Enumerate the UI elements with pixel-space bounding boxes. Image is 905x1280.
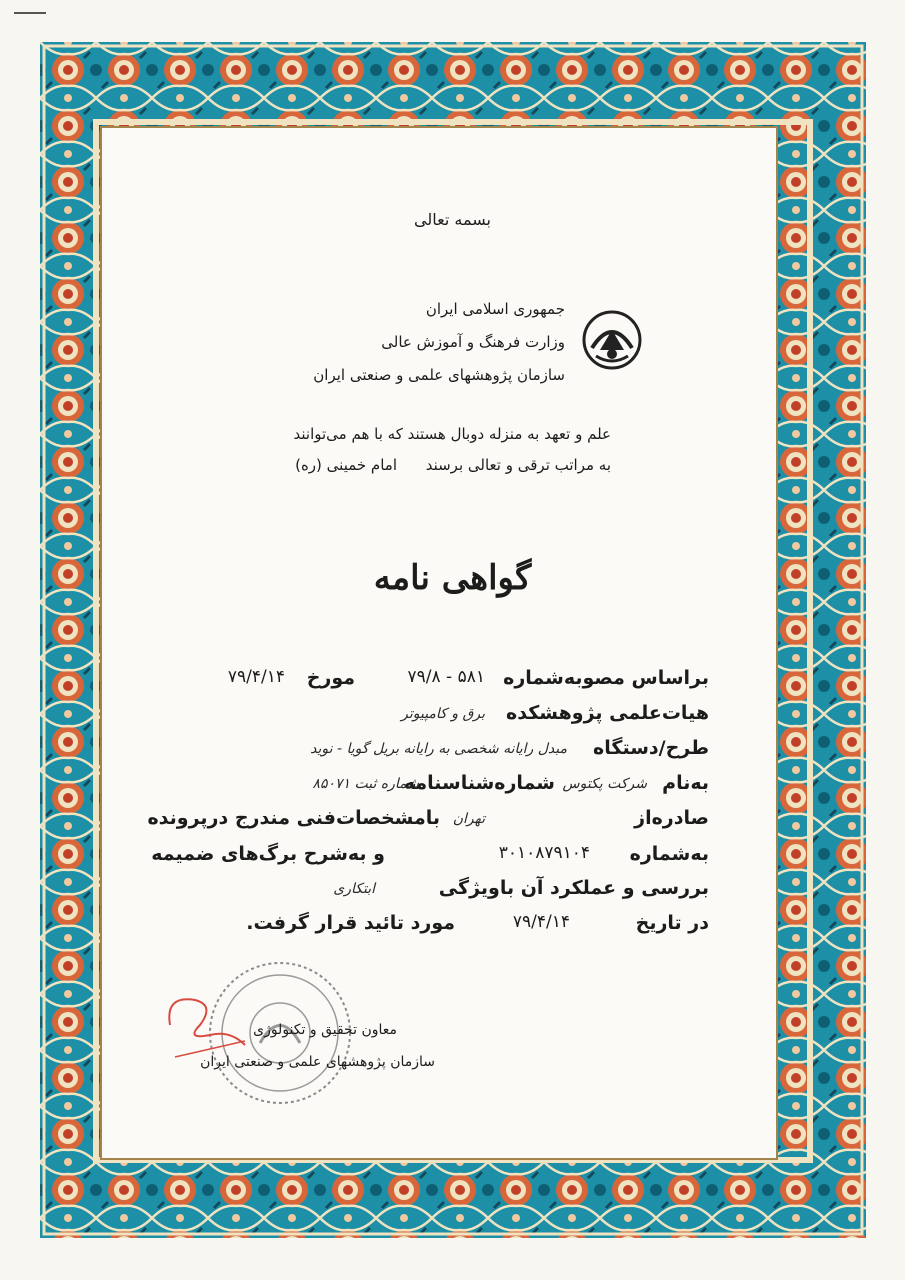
number-label: به‌شماره [629, 843, 709, 865]
quote-line-1: علم و تعهد به منزله دوبال هستند که با هم می‌توانند [293, 425, 611, 443]
dated-value: ۷۹/۴/۱۴ [227, 667, 285, 687]
approved-label: مورد تائید قرار گرفت. [246, 912, 455, 934]
org-line-3: سازمان پژوهشهای علمی و صنعتی ایران [313, 366, 565, 384]
scan-mark [14, 12, 46, 14]
device-label: طرح/دستگاه [593, 737, 709, 759]
attach-label: و به‌شرح برگ‌های ضمیمه [151, 843, 385, 865]
org-line-2: وزارت فرهنگ و آموزش عالی [381, 333, 565, 351]
signatory-org: سازمان پژوهشهای علمی و صنعتی ایران [200, 1054, 435, 1070]
review-label: بررسی و عملکرد آن باویژگی [438, 877, 709, 899]
board-label: هیات‌علمی پژوهشکده [506, 702, 709, 724]
issued-label: صادره‌از [634, 807, 709, 829]
name-label: به‌نام [662, 772, 709, 794]
signatory-title: معاون تحقیق و تکنولوژی [253, 1022, 397, 1038]
handwritten-signature [160, 985, 250, 1065]
date-value: ۷۹/۴/۱۴ [512, 912, 570, 932]
number-value: ۳۰۱۰۸۷۹۱۰۴ [498, 843, 590, 863]
resolution-number: ۵۸۱ - ۷۹/۸ [407, 667, 485, 687]
basmala: بسمه تعالی [414, 210, 491, 229]
device-value: مبدل رایانه شخصی به رایانه بریل گویا - نوید [310, 741, 567, 757]
irost-logo-icon [582, 310, 642, 370]
board-value: برق و کامپیوتر [401, 706, 485, 722]
issued-value: تهران [452, 811, 485, 827]
id-label: شماره‌شناسنامه [403, 772, 555, 794]
org-line-1: جمهوری اسلامی ایران [425, 300, 565, 318]
quote-line-2: به مراتب ترقی و تعالی برسند [425, 456, 611, 474]
dated-label: مورخ [306, 667, 355, 689]
certificate-title: گواهی نامه [373, 558, 532, 598]
specs-label: بامشخصات‌فنی مندرج درپرونده [147, 807, 440, 829]
quote-author: امام خمینی (ره) [295, 456, 397, 474]
resolution-label: براساس مصوبه‌شماره [503, 667, 709, 689]
name-value: شرکت پکتوس [562, 776, 647, 792]
review-value: ابتکاری [333, 881, 375, 897]
id-value: شماره ثبت ۸۵۰۷۱ [312, 776, 419, 792]
date-label: در تاریخ [635, 912, 709, 934]
